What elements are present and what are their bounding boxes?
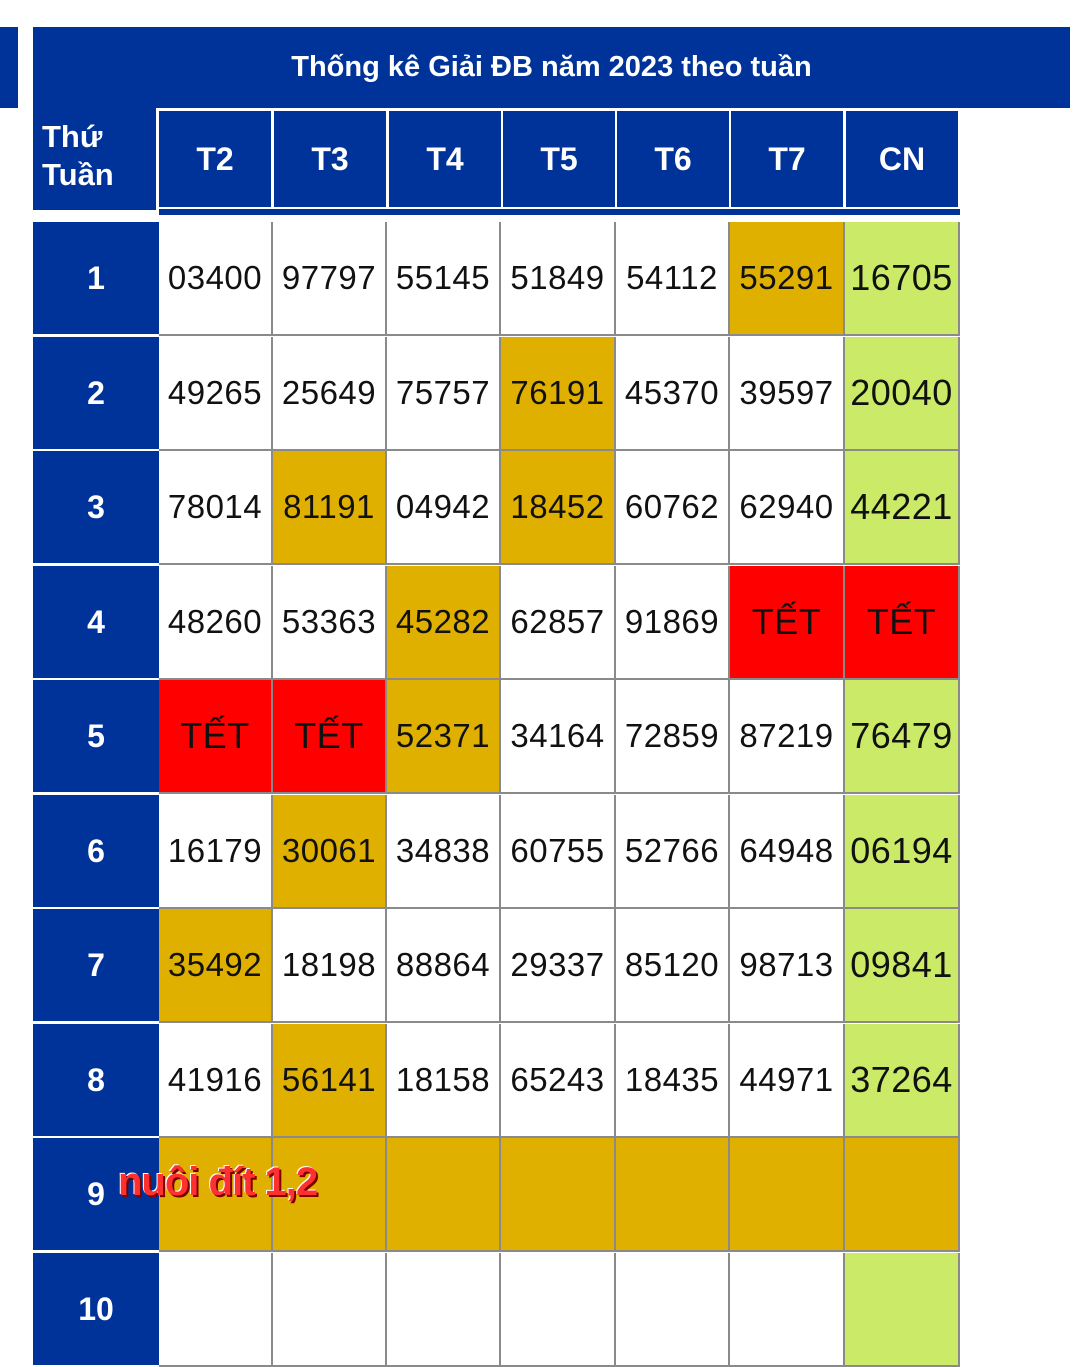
week-label: 9 (33, 1138, 159, 1250)
result-cell: 44221 (845, 451, 960, 565)
result-cell: 98713 (730, 909, 845, 1023)
result-cell: TẾT (730, 566, 845, 680)
result-cell: 62857 (501, 566, 616, 680)
result-cell: 25649 (273, 337, 387, 451)
result-cell: 97797 (273, 222, 387, 336)
left-edge-bar (0, 27, 18, 108)
week-label: 6 (33, 795, 159, 907)
result-cell: 03400 (159, 222, 273, 336)
result-cell: 20040 (845, 337, 960, 451)
corner-label-line2: Tuần (42, 157, 114, 192)
result-cell: 54112 (616, 222, 730, 336)
result-cell (387, 1253, 501, 1367)
result-cell (273, 1253, 387, 1367)
result-cell (501, 1138, 616, 1252)
result-cell (616, 1138, 730, 1252)
result-cell: 81191 (273, 451, 387, 565)
header-underline (159, 209, 960, 215)
result-cell: 55145 (387, 222, 501, 336)
result-cell: 65243 (501, 1024, 616, 1138)
week-label: 3 (33, 451, 159, 563)
week-label: 2 (33, 337, 159, 449)
result-cell: TẾT (273, 680, 387, 794)
week-label: 8 (33, 1024, 159, 1136)
result-cell: 18198 (273, 909, 387, 1023)
result-cell (845, 1138, 960, 1252)
header-day-t2: T2 (159, 111, 271, 207)
week-label: 5 (33, 680, 159, 792)
result-cell: 55291 (730, 222, 845, 336)
result-cell: 56141 (273, 1024, 387, 1138)
result-cell: 48260 (159, 566, 273, 680)
result-cell: 76191 (501, 337, 616, 451)
header-day-t3: T3 (274, 111, 386, 207)
header-corner (33, 108, 156, 210)
result-cell: 35492 (159, 909, 273, 1023)
result-cell: 76479 (845, 680, 960, 794)
header-day-t4: T4 (389, 111, 501, 207)
result-cell: 51849 (501, 222, 616, 336)
result-cell (501, 1253, 616, 1367)
result-cell: 39597 (730, 337, 845, 451)
result-cell (159, 1253, 273, 1367)
result-cell: 18452 (501, 451, 616, 565)
result-cell: 75757 (387, 337, 501, 451)
week-label: 4 (33, 566, 159, 678)
result-cell: 60755 (501, 795, 616, 909)
annotation-note: nuôi đít 1,2 (118, 1160, 318, 1204)
header-day-t5: T5 (503, 111, 615, 207)
page-title: Thống kê Giải ĐB năm 2023 theo tuần (33, 27, 1070, 108)
result-cell: 34164 (501, 680, 616, 794)
result-cell: 44971 (730, 1024, 845, 1138)
result-cell: 52766 (616, 795, 730, 909)
result-cell: 52371 (387, 680, 501, 794)
result-cell: 16179 (159, 795, 273, 909)
result-cell: 91869 (616, 566, 730, 680)
week-label: 7 (33, 909, 159, 1021)
result-cell: TẾT (845, 566, 960, 680)
result-cell: 37264 (845, 1024, 960, 1138)
result-cell: 41916 (159, 1024, 273, 1138)
result-cell (616, 1253, 730, 1367)
result-cell: 16705 (845, 222, 960, 336)
result-cell (845, 1253, 960, 1367)
result-cell: 09841 (845, 909, 960, 1023)
result-cell: 78014 (159, 451, 273, 565)
result-cell: 49265 (159, 337, 273, 451)
result-cell: 18158 (387, 1024, 501, 1138)
result-cell: 72859 (616, 680, 730, 794)
result-cell: 45282 (387, 566, 501, 680)
header-day-t7: T7 (731, 111, 843, 207)
result-cell: 06194 (845, 795, 960, 909)
result-cell: 45370 (616, 337, 730, 451)
result-cell: 30061 (273, 795, 387, 909)
result-cell (387, 1138, 501, 1252)
week-label: 10 (33, 1253, 159, 1365)
result-cell: 29337 (501, 909, 616, 1023)
result-cell: 85120 (616, 909, 730, 1023)
result-cell: 04942 (387, 451, 501, 565)
result-cell: 18435 (616, 1024, 730, 1138)
header-day-t6: T6 (617, 111, 729, 207)
result-cell: 53363 (273, 566, 387, 680)
result-cell: 87219 (730, 680, 845, 794)
result-cell: 60762 (616, 451, 730, 565)
result-cell: 88864 (387, 909, 501, 1023)
corner-label-line1: Thứ (42, 119, 103, 154)
result-cell: TẾT (159, 680, 273, 794)
result-cell: 62940 (730, 451, 845, 565)
result-cell: 64948 (730, 795, 845, 909)
result-cell: 34838 (387, 795, 501, 909)
result-cell (730, 1253, 845, 1367)
result-cell (730, 1138, 845, 1252)
week-label: 1 (33, 222, 159, 334)
header-day-cn: CN (846, 111, 958, 207)
